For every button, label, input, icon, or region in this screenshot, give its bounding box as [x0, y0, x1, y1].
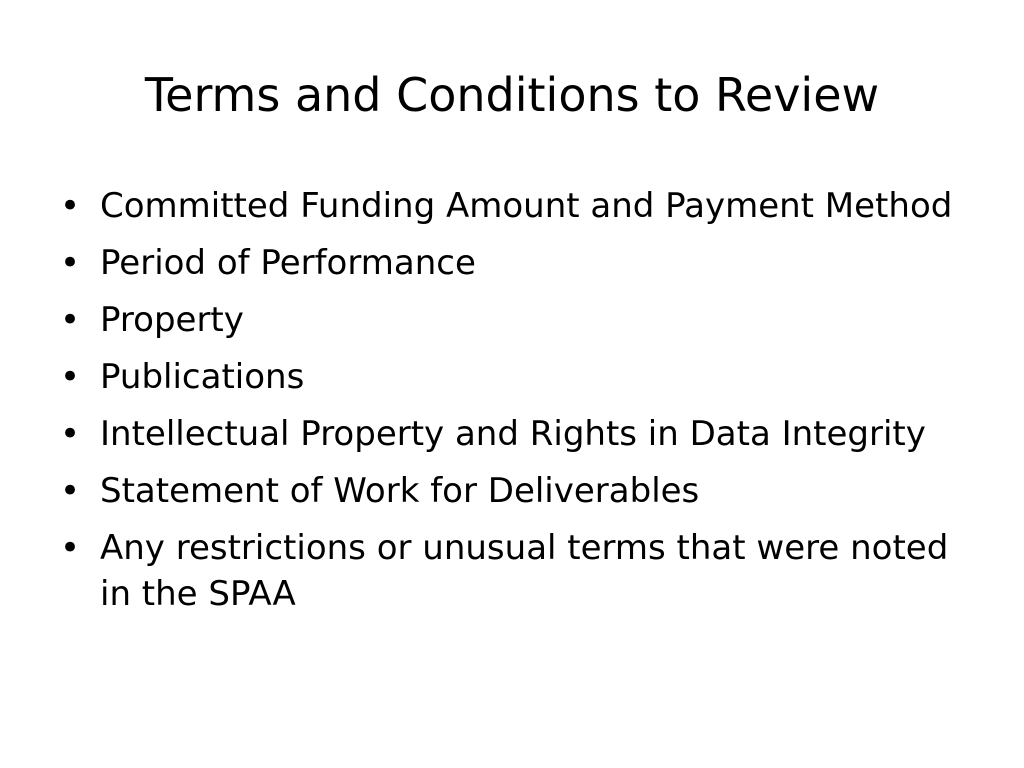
bullet-marker: • — [60, 357, 81, 397]
bullet-text: Any restrictions or unusual terms that were noted in the SPAA — [100, 528, 949, 614]
list-item — [60, 240, 960, 286]
bullet-marker: • — [60, 243, 81, 283]
bullet-text: Committed Funding Amount and Payment Method — [100, 186, 953, 226]
bullet-text: Intellectual Property and Rights in Data Integrity — [100, 414, 926, 454]
bullet-marker: • — [60, 186, 81, 226]
bullet-list — [60, 183, 960, 628]
bullet-marker: • — [60, 300, 81, 340]
slide-title: Terms and Conditions to Review — [144, 68, 880, 122]
list-item — [60, 525, 960, 617]
bullet-text: Publications — [100, 357, 305, 397]
bullet-text: Statement of Work for Deliverables — [100, 471, 700, 511]
list-item — [60, 411, 960, 457]
list-item — [60, 297, 960, 343]
list-item — [60, 468, 960, 514]
bullet-marker: • — [60, 528, 81, 568]
list-item — [60, 354, 960, 400]
bullet-text: Period of Performance — [100, 243, 476, 283]
list-item — [60, 183, 960, 229]
bullet-marker: • — [60, 414, 81, 454]
bullet-marker: • — [60, 471, 81, 511]
bullet-text: Property — [100, 300, 244, 340]
